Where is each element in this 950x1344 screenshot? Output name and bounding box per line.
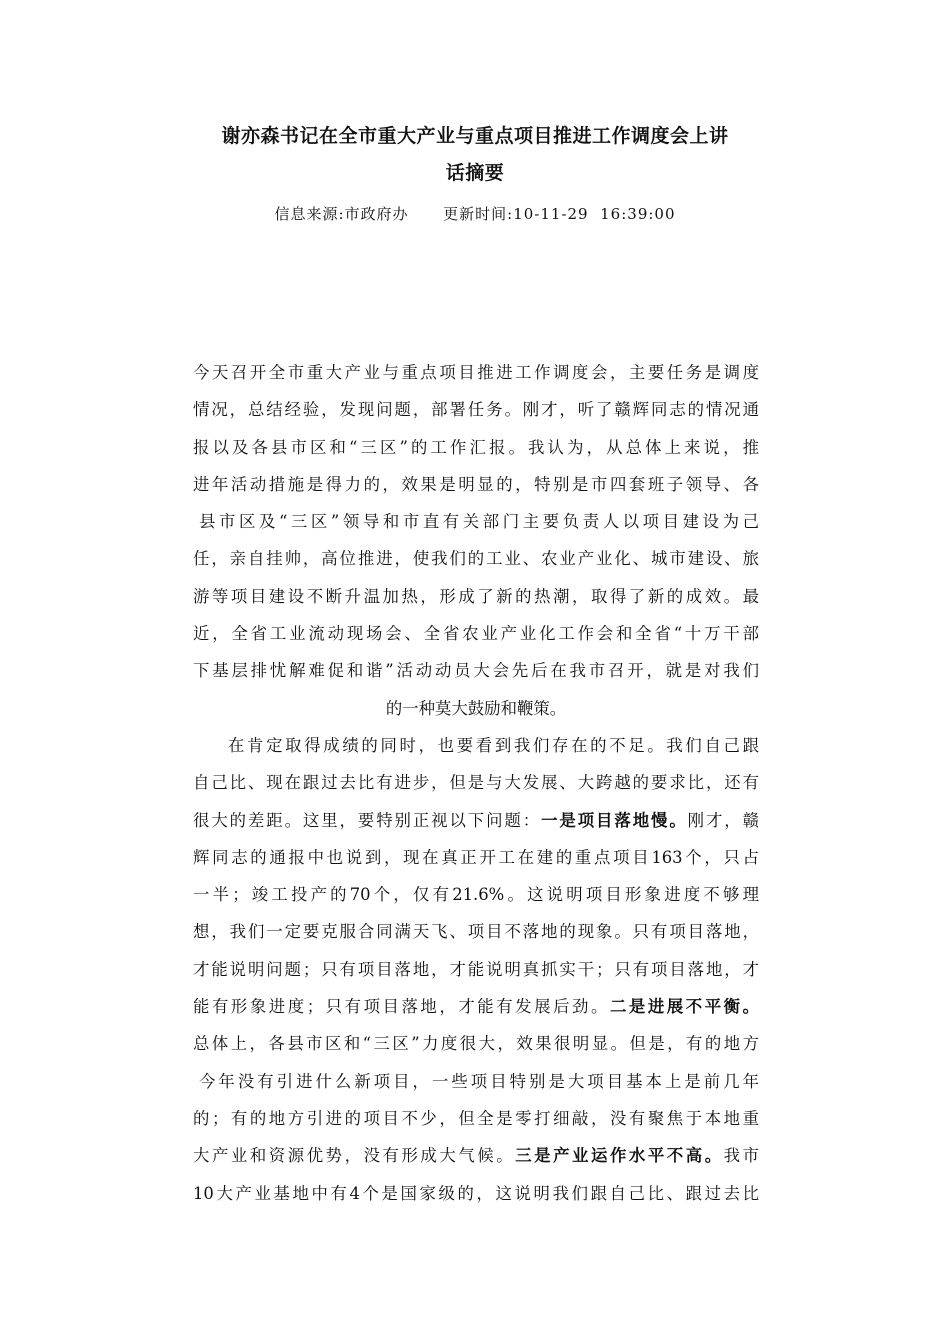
paragraph-line: 10大产业基地中有4个是国家级的，这说明我们跟自己比、跟过去比: [193, 1183, 759, 1203]
paragraph-line: [193, 988, 759, 1025]
paragraph-line: 总体上，各县市区和“三区”力度很大，效果很明显。但是，有的地方: [193, 1034, 759, 1054]
paragraph-line: 进年活动措施是得力的，效果是明显的，特别是市四套班子领导、各: [193, 474, 759, 494]
paragraph-line: 报以及各县市区和“三区”的工作汇报。我认为，从总体上来说，推: [193, 437, 759, 457]
paragraph-line: 下基层排忧解难促和谐”活动动员大会先后在我市召开，就是对我们: [193, 661, 759, 681]
paragraph-line: 一半；竣工投产的70个，仅有21.6%。这说明项目形象进度不够理: [193, 885, 759, 905]
paragraph-2: [193, 727, 759, 1212]
line-text: 能有形象进度；只有项目落地，才能有发展后劲。: [193, 997, 610, 1017]
paragraph-line: 的；有的地方引进的项目不少，但全是零打细敲，没有聚焦于本地重: [193, 1108, 759, 1128]
issue-1-heading: 一是项目落地慢。: [541, 810, 688, 830]
issue-3-heading: 三是产业运作水平不高。: [515, 1146, 724, 1166]
paragraph-line: 情况，总结经验，发现问题，部署任务。刚才，听了赣辉同志的情况通: [193, 400, 759, 420]
paragraph-line: 今年没有引进什么新项目，一些项目特别是大项目基本上是前几年: [199, 1071, 759, 1091]
line-text: 刚才，赣: [687, 810, 759, 830]
issue-2-heading: 二是进展不平衡。: [609, 997, 759, 1017]
paragraph-line: 想，我们一定要克服合同满天飞、项目不落地的现象。只有项目落地，: [193, 922, 759, 942]
paragraph-line: 在肯定取得成绩的同时，也要看到我们存在的不足。我们自己跟: [228, 735, 759, 755]
document-title: [190, 118, 760, 192]
title-line-2: 话摘要: [445, 162, 505, 184]
paragraph-line: 今天召开全市重大产业与重点项目推进工作调度会，主要任务是调度: [193, 363, 759, 382]
paragraph-line: 游等项目建设不断升温加热，形成了新的热潮，取得了新的成效。最: [193, 586, 759, 606]
paragraph-line: 任，亲自挂帅，高位推进，使我们的工业、农业产业化、城市建设、旅: [193, 549, 759, 569]
paragraph-line: [193, 1137, 759, 1174]
paragraph-line: 才能说明问题；只有项目落地，才能说明真抓实干；只有项目落地，才: [193, 959, 759, 979]
paragraph-line: 辉同志的通报中也说到，现在真正开工在建的重点项目163个，只占: [193, 847, 759, 867]
article-body: [193, 354, 759, 1212]
paragraph-line: 县市区及“三区”领导和市直有关部门主要负责人以项目建设为己: [199, 512, 759, 532]
line-text: 大产业和资源优势，没有形成大气候。: [193, 1146, 516, 1166]
title-line-1: 谢亦森书记在全市重大产业与重点项目推进工作调度会上讲: [221, 125, 729, 147]
source-and-update-time: 信息来源:市政府办 更新时间:10-11-29 16:39:00: [274, 205, 676, 223]
paragraph-line: [193, 802, 759, 839]
paragraph-line: 的一种莫大鼓励和鞭策。: [385, 698, 567, 718]
paragraph-line: 近，全省工业流动现场会、全省农业产业化工作会和全省“十万干部: [193, 624, 759, 644]
line-text: 我市: [723, 1146, 759, 1166]
line-text: 很大的差距。这里，要特别正视以下问题：: [193, 810, 542, 830]
paragraph-1: [193, 354, 759, 727]
paragraph-line: 自己比、现在跟过去比有进步，但是与大发展、大跨越的要求比，还有: [193, 773, 759, 793]
